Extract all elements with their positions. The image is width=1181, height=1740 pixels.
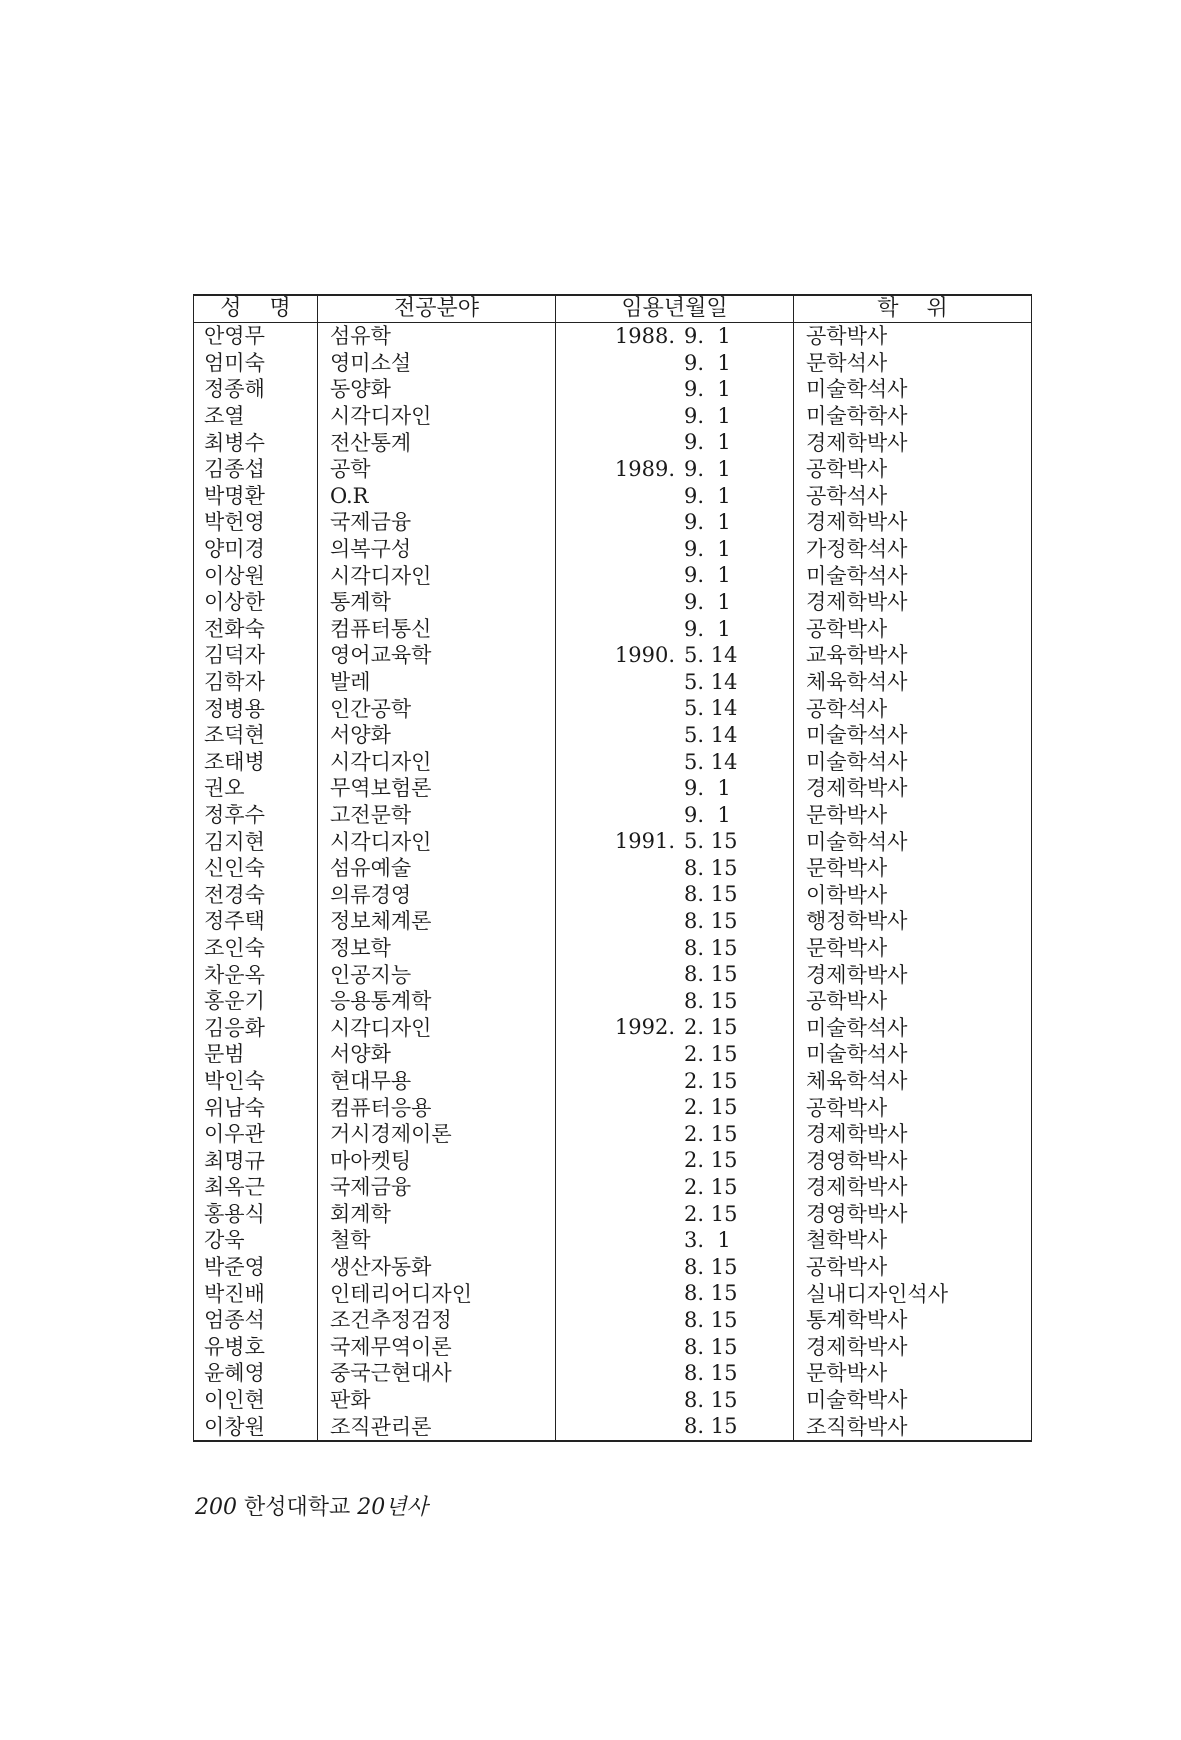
table-row bbox=[194, 483, 1032, 510]
row-name: 전화숙 bbox=[194, 616, 318, 643]
row-name: 전경숙 bbox=[194, 881, 318, 908]
row-date bbox=[556, 429, 794, 456]
row-degree: 체육학석사 bbox=[806, 670, 908, 695]
row-name: 조열 bbox=[194, 403, 318, 430]
table-row bbox=[194, 988, 1032, 1015]
row-date bbox=[556, 722, 794, 749]
row-major: 국제금융 bbox=[318, 509, 556, 536]
row-month-day: 8. 15 bbox=[684, 1307, 738, 1332]
row-month-day: 9. 1 bbox=[684, 403, 731, 428]
row-degree: 문학박사 bbox=[806, 856, 888, 881]
row-major: 국제금융 bbox=[318, 1174, 556, 1201]
table-row bbox=[194, 1201, 1032, 1228]
row-name: 정병용 bbox=[194, 695, 318, 722]
row-major: 고전문학 bbox=[318, 802, 556, 829]
row-date bbox=[556, 616, 794, 643]
table-row bbox=[194, 1227, 1032, 1254]
row-date bbox=[556, 695, 794, 722]
row-name: 이인현 bbox=[194, 1387, 318, 1414]
row-year: 1989. bbox=[614, 456, 675, 481]
row-month-day: 9. 1 bbox=[684, 510, 731, 535]
row-degree: 문학박사 bbox=[806, 1361, 888, 1386]
row-month-day: 9. 1 bbox=[684, 456, 731, 481]
table-row bbox=[194, 1280, 1032, 1307]
table-row bbox=[194, 722, 1032, 749]
table-row bbox=[194, 1094, 1032, 1121]
table-row bbox=[194, 403, 1032, 430]
row-month-day: 5. 14 bbox=[684, 722, 738, 747]
row-date bbox=[556, 1280, 794, 1307]
row-date bbox=[556, 961, 794, 988]
row-date bbox=[556, 908, 794, 935]
table-row bbox=[194, 323, 1032, 350]
row-major: 컴퓨터통신 bbox=[318, 616, 556, 643]
row-degree: 철학박사 bbox=[806, 1228, 888, 1253]
row-name: 강욱 bbox=[194, 1227, 318, 1254]
row-name: 권오 bbox=[194, 775, 318, 802]
table-row bbox=[194, 1254, 1032, 1281]
row-date bbox=[556, 988, 794, 1015]
row-date bbox=[556, 828, 794, 855]
table-row bbox=[194, 429, 1032, 456]
row-degree: 경제학박사 bbox=[806, 776, 908, 801]
row-month-day: 8. 15 bbox=[684, 962, 738, 987]
row-month-day: 8. 15 bbox=[684, 882, 738, 907]
row-year: 1991. bbox=[614, 829, 675, 854]
row-degree: 공학박사 bbox=[806, 1255, 888, 1280]
row-degree: 행정학박사 bbox=[806, 909, 908, 934]
row-month-day: 5. 14 bbox=[684, 749, 738, 774]
row-date bbox=[556, 1094, 794, 1121]
row-major: 섬유예술 bbox=[318, 855, 556, 882]
row-degree: 공학석사 bbox=[806, 696, 888, 721]
row-month-day: 5. 15 bbox=[684, 829, 738, 854]
table-header-row bbox=[194, 295, 1032, 323]
row-degree: 경제학박사 bbox=[806, 510, 908, 535]
row-major: 발레 bbox=[318, 669, 556, 696]
row-name: 홍용식 bbox=[194, 1201, 318, 1228]
row-month-day: 9. 1 bbox=[684, 483, 731, 508]
row-major: 회계학 bbox=[318, 1201, 556, 1228]
row-month-day: 5. 14 bbox=[684, 643, 738, 668]
row-month-day: 2. 15 bbox=[684, 1148, 738, 1173]
row-month-day: 9. 1 bbox=[684, 430, 731, 455]
table-row bbox=[194, 828, 1032, 855]
table-row bbox=[194, 802, 1032, 829]
row-name: 정후수 bbox=[194, 802, 318, 829]
row-major: 생산자동화 bbox=[318, 1254, 556, 1281]
row-date bbox=[556, 935, 794, 962]
row-month-day: 9. 1 bbox=[684, 616, 731, 641]
header-date: 임용년월일 bbox=[556, 295, 794, 323]
table-row bbox=[194, 935, 1032, 962]
table-row bbox=[194, 1360, 1032, 1387]
row-month-day: 9. 1 bbox=[684, 324, 731, 348]
row-name: 김응화 bbox=[194, 1014, 318, 1041]
header-major: 전공분야 bbox=[318, 295, 556, 323]
row-major: 컴퓨터응용 bbox=[318, 1094, 556, 1121]
table-row bbox=[194, 961, 1032, 988]
row-month-day: 2. 15 bbox=[684, 1175, 738, 1199]
row-date bbox=[556, 855, 794, 882]
row-degree: 미술학석사 bbox=[806, 377, 908, 402]
row-name: 최명규 bbox=[194, 1147, 318, 1174]
row-name: 윤혜영 bbox=[194, 1360, 318, 1387]
row-date bbox=[556, 1360, 794, 1387]
row-date bbox=[556, 1201, 794, 1228]
table-row bbox=[194, 562, 1032, 589]
row-name: 문범 bbox=[194, 1041, 318, 1068]
row-date bbox=[556, 509, 794, 536]
row-date bbox=[556, 1387, 794, 1414]
row-date bbox=[556, 1307, 794, 1334]
row-month-day: 8. 15 bbox=[684, 988, 738, 1013]
row-degree: 공학박사 bbox=[806, 989, 888, 1014]
row-month-day: 8. 15 bbox=[684, 935, 738, 960]
row-name: 안영무 bbox=[194, 323, 318, 350]
book-title: 한성대학교 bbox=[244, 1495, 351, 1520]
row-degree: 경영학박사 bbox=[806, 1201, 908, 1226]
row-major: 시각디자인 bbox=[318, 828, 556, 855]
row-degree: 경제학박사 bbox=[806, 962, 908, 987]
row-month-day: 9. 1 bbox=[684, 563, 731, 588]
row-degree: 공학박사 bbox=[806, 457, 888, 482]
row-month-day: 8. 15 bbox=[684, 1334, 738, 1359]
table-row bbox=[194, 1387, 1032, 1414]
row-name: 최병수 bbox=[194, 429, 318, 456]
row-major: 인공지능 bbox=[318, 961, 556, 988]
row-month-day: 8. 15 bbox=[684, 855, 738, 880]
row-name: 박진배 bbox=[194, 1280, 318, 1307]
page-number: 200 bbox=[195, 1495, 237, 1520]
row-degree: 공학박사 bbox=[806, 616, 888, 641]
row-degree: 경제학박사 bbox=[806, 1175, 908, 1200]
row-name: 김지현 bbox=[194, 828, 318, 855]
row-date bbox=[556, 456, 794, 483]
row-degree: 교육학박사 bbox=[806, 643, 908, 668]
row-major: 서양화 bbox=[318, 1041, 556, 1068]
row-month-day: 3. 1 bbox=[684, 1228, 731, 1253]
row-date bbox=[556, 403, 794, 430]
row-major: 서양화 bbox=[318, 722, 556, 749]
row-date bbox=[556, 1227, 794, 1254]
row-date bbox=[556, 1174, 794, 1201]
row-degree: 경제학박사 bbox=[806, 1334, 908, 1359]
table-row bbox=[194, 350, 1032, 377]
row-major: 철학 bbox=[318, 1227, 556, 1254]
row-name: 양미경 bbox=[194, 536, 318, 563]
row-major: 영어교육학 bbox=[318, 642, 556, 669]
row-date bbox=[556, 642, 794, 669]
row-name: 조덕현 bbox=[194, 722, 318, 749]
row-major: 시각디자인 bbox=[318, 749, 556, 776]
row-major: 의복구성 bbox=[318, 536, 556, 563]
table-row bbox=[194, 749, 1032, 776]
table-row bbox=[194, 456, 1032, 483]
row-degree: 경영학박사 bbox=[806, 1148, 908, 1173]
row-month-day: 5. 14 bbox=[684, 696, 738, 721]
table-row bbox=[194, 855, 1032, 882]
table-row bbox=[194, 1413, 1032, 1441]
row-major: 중국근현대사 bbox=[318, 1360, 556, 1387]
row-degree: 미술학석사 bbox=[806, 749, 908, 774]
row-name: 김덕자 bbox=[194, 642, 318, 669]
row-major: 마아켓팅 bbox=[318, 1147, 556, 1174]
row-date bbox=[556, 881, 794, 908]
row-degree: 미술학석사 bbox=[806, 829, 908, 854]
row-month-day: 8. 15 bbox=[684, 1254, 738, 1279]
faculty-appointment-table bbox=[193, 294, 1032, 1442]
row-date bbox=[556, 775, 794, 802]
row-degree: 실내디자인석사 bbox=[806, 1281, 949, 1306]
row-name: 신인숙 bbox=[194, 855, 318, 882]
row-month-day: 5. 14 bbox=[684, 669, 738, 694]
row-month-day: 8. 15 bbox=[684, 1387, 738, 1412]
row-name: 박명환 bbox=[194, 483, 318, 510]
table-row bbox=[194, 1174, 1032, 1201]
row-month-day: 2. 15 bbox=[684, 1121, 738, 1146]
row-month-day: 8. 15 bbox=[684, 1361, 738, 1386]
row-degree: 공학석사 bbox=[806, 483, 888, 508]
row-degree: 공학박사 bbox=[806, 324, 888, 349]
page-footer bbox=[195, 1490, 428, 1521]
row-degree: 통계학박사 bbox=[806, 1308, 908, 1333]
row-major: 정보학 bbox=[318, 935, 556, 962]
table-row bbox=[194, 376, 1032, 403]
row-name: 유병호 bbox=[194, 1334, 318, 1361]
row-month-day: 8. 15 bbox=[684, 1281, 738, 1306]
row-degree: 조직학박사 bbox=[806, 1414, 908, 1439]
row-major: 조직관리론 bbox=[318, 1413, 556, 1441]
row-date bbox=[556, 802, 794, 829]
row-major: 국제무역이론 bbox=[318, 1334, 556, 1361]
row-major: 무역보험론 bbox=[318, 775, 556, 802]
row-degree: 경제학박사 bbox=[806, 430, 908, 455]
row-major: 인간공학 bbox=[318, 695, 556, 722]
row-date bbox=[556, 483, 794, 510]
row-name: 박인숙 bbox=[194, 1068, 318, 1095]
row-name: 이우관 bbox=[194, 1121, 318, 1148]
row-major: 동양화 bbox=[318, 376, 556, 403]
table-row bbox=[194, 616, 1032, 643]
row-year: 1992. bbox=[614, 1015, 675, 1040]
row-month-day: 9. 1 bbox=[684, 802, 731, 827]
row-major: 전산통계 bbox=[318, 429, 556, 456]
row-name: 김종섭 bbox=[194, 456, 318, 483]
row-name: 조태병 bbox=[194, 749, 318, 776]
row-month-day: 2. 15 bbox=[684, 1095, 738, 1120]
row-name: 이창원 bbox=[194, 1413, 318, 1441]
row-degree: 미술학석사 bbox=[806, 1015, 908, 1040]
row-month-day: 8. 15 bbox=[684, 1414, 738, 1439]
row-year: 1988. bbox=[614, 324, 675, 348]
row-major: 시각디자인 bbox=[318, 1014, 556, 1041]
table-row bbox=[194, 1334, 1032, 1361]
row-major: 조건추정검정 bbox=[318, 1307, 556, 1334]
row-degree: 미술학석사 bbox=[806, 1042, 908, 1067]
table-row bbox=[194, 642, 1032, 669]
row-major: 의류경영 bbox=[318, 881, 556, 908]
row-month-day: 2. 15 bbox=[684, 1068, 738, 1093]
row-major: 정보체계론 bbox=[318, 908, 556, 935]
table-row bbox=[194, 1307, 1032, 1334]
row-name: 정주택 bbox=[194, 908, 318, 935]
row-name: 차운옥 bbox=[194, 961, 318, 988]
row-major: 인테리어디자인 bbox=[318, 1280, 556, 1307]
table-body bbox=[194, 323, 1032, 1441]
row-degree: 미술학박사 bbox=[806, 1388, 908, 1413]
row-degree: 이학박사 bbox=[806, 882, 888, 907]
row-month-day: 9. 1 bbox=[684, 776, 731, 801]
row-degree: 공학박사 bbox=[806, 1095, 888, 1120]
row-date bbox=[556, 1121, 794, 1148]
row-name: 홍운기 bbox=[194, 988, 318, 1015]
row-major: 거시경제이론 bbox=[318, 1121, 556, 1148]
row-date bbox=[556, 669, 794, 696]
table-row bbox=[194, 1014, 1032, 1041]
table-row bbox=[194, 536, 1032, 563]
row-name: 이상한 bbox=[194, 589, 318, 616]
row-major: 현대무용 bbox=[318, 1068, 556, 1095]
row-major: 공학 bbox=[318, 456, 556, 483]
row-date bbox=[556, 350, 794, 377]
table-row bbox=[194, 1068, 1032, 1095]
row-degree: 문학박사 bbox=[806, 935, 888, 960]
book-suffix: 20년사 bbox=[357, 1495, 428, 1520]
row-major: 영미소설 bbox=[318, 350, 556, 377]
row-degree: 가정학석사 bbox=[806, 537, 908, 562]
row-degree: 미술학석사 bbox=[806, 563, 908, 588]
row-name: 최옥근 bbox=[194, 1174, 318, 1201]
row-month-day: 9. 1 bbox=[684, 536, 731, 561]
row-date bbox=[556, 1147, 794, 1174]
row-month-day: 2. 15 bbox=[684, 1201, 738, 1226]
row-name: 김학자 bbox=[194, 669, 318, 696]
row-degree: 체육학석사 bbox=[806, 1068, 908, 1093]
row-degree: 미술학학사 bbox=[806, 404, 908, 429]
row-degree: 미술학석사 bbox=[806, 723, 908, 748]
row-major: 섬유학 bbox=[318, 323, 556, 350]
table-row bbox=[194, 669, 1032, 696]
row-major: 통계학 bbox=[318, 589, 556, 616]
table-row bbox=[194, 1121, 1032, 1148]
row-date bbox=[556, 589, 794, 616]
row-month-day: 9. 1 bbox=[684, 589, 731, 614]
row-date bbox=[556, 1334, 794, 1361]
row-name: 조인숙 bbox=[194, 935, 318, 962]
table-row bbox=[194, 1147, 1032, 1174]
row-month-day: 2. 15 bbox=[684, 1042, 738, 1067]
row-month-day: 2. 15 bbox=[684, 1015, 738, 1040]
row-degree: 문학석사 bbox=[806, 350, 888, 375]
row-major: 판화 bbox=[318, 1387, 556, 1414]
row-date bbox=[556, 1413, 794, 1441]
header-degree: 학 위 bbox=[794, 295, 1032, 323]
row-name: 엄종석 bbox=[194, 1307, 318, 1334]
row-date bbox=[556, 1014, 794, 1041]
row-major: 시각디자인 bbox=[318, 562, 556, 589]
row-name: 엄미숙 bbox=[194, 350, 318, 377]
table-row bbox=[194, 509, 1032, 536]
row-major: O.R bbox=[318, 483, 556, 510]
row-degree: 문학박사 bbox=[806, 802, 888, 827]
row-major: 응용통계학 bbox=[318, 988, 556, 1015]
row-date bbox=[556, 323, 794, 350]
row-date bbox=[556, 376, 794, 403]
table-row bbox=[194, 589, 1032, 616]
row-degree: 경제학박사 bbox=[806, 590, 908, 615]
row-name: 박헌영 bbox=[194, 509, 318, 536]
table-row bbox=[194, 695, 1032, 722]
table-row bbox=[194, 1041, 1032, 1068]
row-date bbox=[556, 536, 794, 563]
row-date bbox=[556, 1041, 794, 1068]
row-name: 박준영 bbox=[194, 1254, 318, 1281]
row-name: 정종해 bbox=[194, 376, 318, 403]
row-date bbox=[556, 562, 794, 589]
header-name: 성 명 bbox=[194, 295, 318, 323]
row-name: 위남숙 bbox=[194, 1094, 318, 1121]
table-row bbox=[194, 881, 1032, 908]
row-major: 시각디자인 bbox=[318, 403, 556, 430]
row-month-day: 9. 1 bbox=[684, 350, 731, 375]
row-date bbox=[556, 1254, 794, 1281]
row-date bbox=[556, 1068, 794, 1095]
row-degree: 경제학박사 bbox=[806, 1122, 908, 1147]
row-name: 이상원 bbox=[194, 562, 318, 589]
table-row bbox=[194, 908, 1032, 935]
table-row bbox=[194, 775, 1032, 802]
row-month-day: 8. 15 bbox=[684, 909, 738, 934]
row-date bbox=[556, 749, 794, 776]
row-year: 1990. bbox=[614, 643, 675, 668]
row-month-day: 9. 1 bbox=[684, 377, 731, 402]
